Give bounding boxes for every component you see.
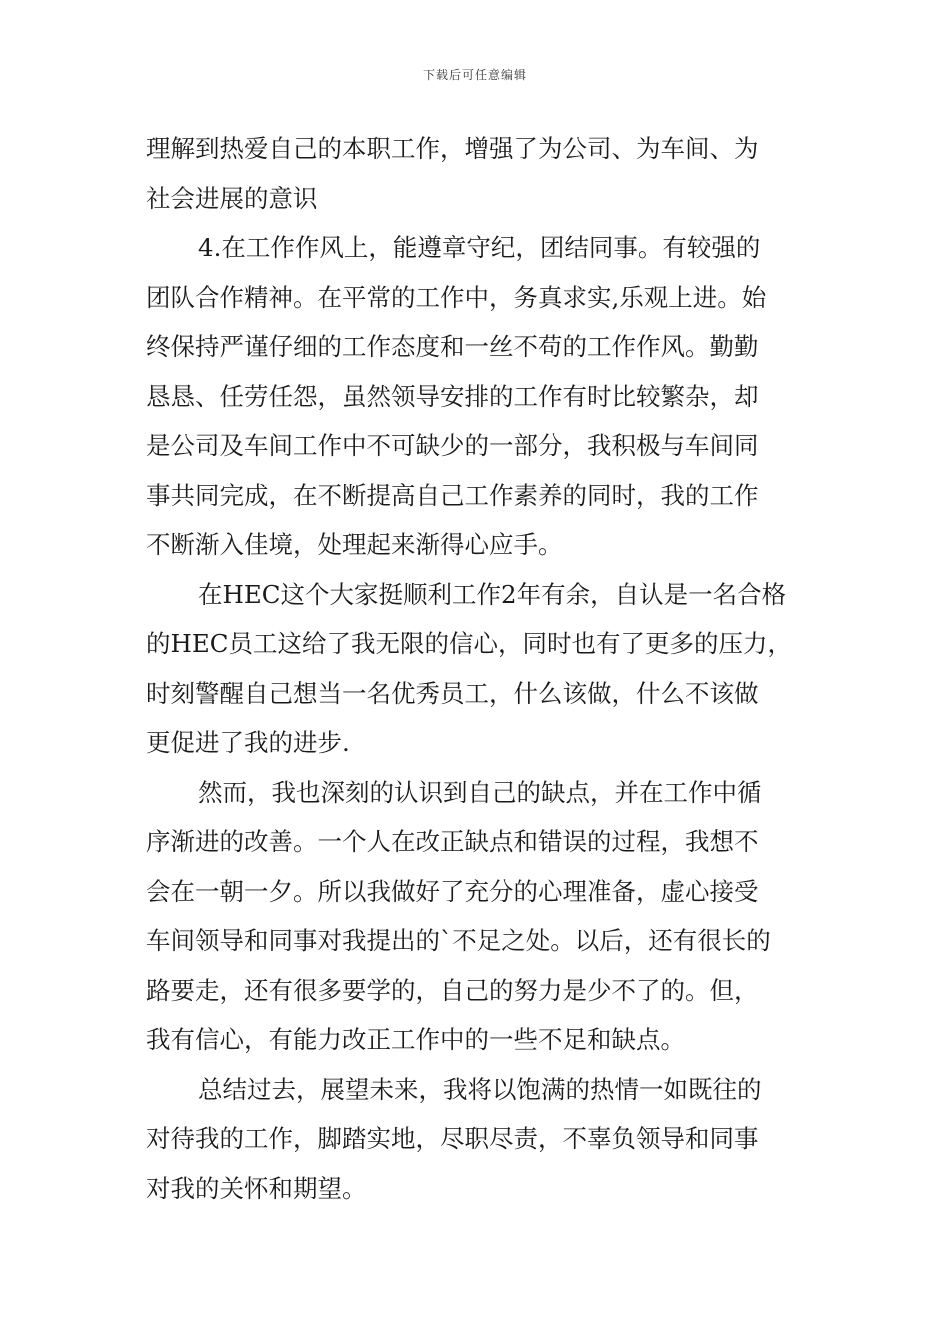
text-line: 对待我的工作，脚踏实地，尽职尽责，不辜负领导和同事 xyxy=(146,1124,759,1153)
text-line: 在HEC这个大家挺顺利工作2年有余，自认是一名合格 xyxy=(198,579,787,609)
text-line: 终保持严谨仔细的工作态度和一丝不苟的工作作风。勤勤 xyxy=(146,332,759,361)
text-line: 对我的关怀和期望。 xyxy=(146,1173,367,1203)
text-line: 时刻警醒自己想当一名优秀员工，什么该做，什么不该做 xyxy=(146,678,759,708)
text-line: 的HEC员工这给了我无限的信心，同时也有了更多的压力， xyxy=(146,629,792,658)
text-line: 团队合作精神。在平常的工作中，务真求实,乐观上进。始 xyxy=(146,282,767,312)
text-line: 不断渐入佳境，处理起来渐得心应手。 xyxy=(146,530,563,559)
text-line: 事共同完成，在不断提高自己工作素养的同时，我的工作 xyxy=(146,480,759,510)
text-line: 恳恳、任劳任怨，虽然领导安排的工作有时比较繁杂，却 xyxy=(146,381,759,411)
text-line: 我有信心，有能力改正工作中的一些不足和缺点。 xyxy=(146,1025,685,1054)
text-line: 然而，我也深刻的认识到自己的缺点，并在工作中循 xyxy=(198,777,762,807)
document-body xyxy=(146,124,806,1213)
text-line: 4.在工作作风上，能遵章守纪，团结同事。有较强的 xyxy=(198,233,761,262)
text-line: 理解到热爱自己的本职工作，增强了为公司、为车间、为 xyxy=(146,134,759,163)
text-line: 路要走，还有很多要学的，自己的努力是少不了的。但， xyxy=(146,975,759,1005)
text-line: 更促进了我的进步. xyxy=(146,728,350,757)
text-line: 序渐进的改善。一个人在改正缺点和错误的过程，我想不 xyxy=(146,827,759,856)
text-line: 车间领导和同事对我提出的`不足之处。以后，还有很长的 xyxy=(146,926,771,955)
text-line: 会在一朝一夕。所以我做好了充分的心理准备，虚心接受 xyxy=(146,876,759,906)
text-line: 是公司及车间工作中不可缺少的一部分，我积极与车间同 xyxy=(146,431,759,460)
text-line: 总结过去，展望未来，我将以饱满的热情一如既往的 xyxy=(198,1074,762,1104)
page-header: 下载后可任意编辑 xyxy=(422,68,527,82)
text-line: 社会进展的意识 xyxy=(146,183,318,213)
